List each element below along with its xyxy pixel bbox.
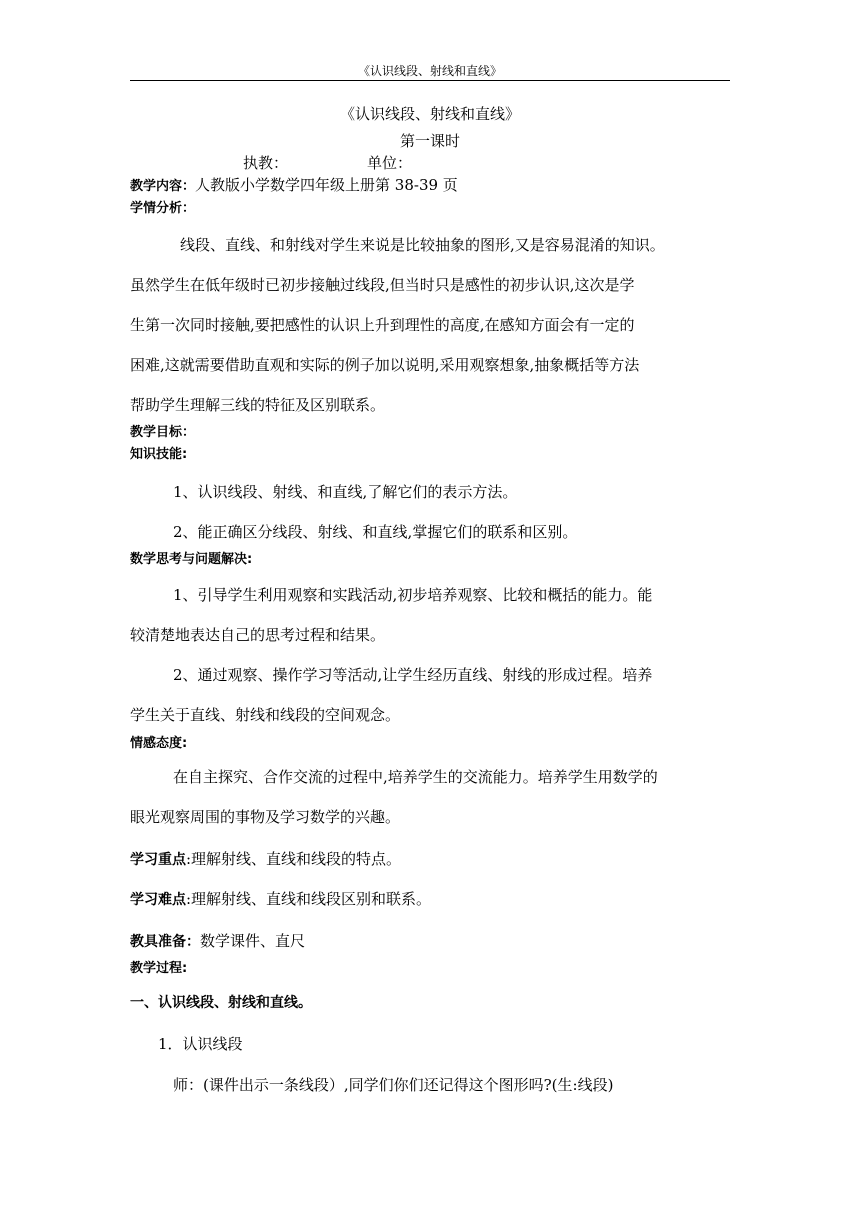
teacher-dialogue: 师：(课件出示一条线段）,同学们你们还记得这个图形吗?(生:线段) [173, 1076, 614, 1094]
goals-label: 教学目标： [130, 425, 196, 440]
emotion-line: 眼光观察周围的事物及学习数学的兴趣。 [130, 808, 401, 826]
analysis-line: 虽然学生在低年级时已初步接触过线段,但当时只是感性的初步认识,这次是学 [130, 276, 635, 294]
thinking-line: 2、通过观察、操作学习等活动,让学生经历直线、射线的形成过程。培养 [173, 666, 653, 684]
skills-item: 2、能正确区分线段、射线、和直线,掌握它们的联系和区别。 [173, 523, 578, 541]
header-rule [130, 80, 730, 81]
content-row [130, 174, 458, 195]
skills-label: 知识技能: [130, 447, 188, 462]
key-point-text: :理解射线、直线和线段的特点。 [186, 850, 402, 868]
thinking-line: 学生关于直线、射线和线段的空间观念。 [130, 706, 401, 724]
tools-row [130, 930, 305, 951]
doc-subtitle: 第一课时 [399, 132, 460, 150]
content-text: 人教版小学数学四年级上册第 38-39 页 [195, 176, 458, 194]
difficulty-label: 学习难点 [130, 892, 186, 908]
thinking-line: 较清楚地表达自己的思考过程和结果。 [130, 626, 386, 644]
skills-item: 1、认识线段、射线、和直线,了解它们的表示方法。 [173, 483, 518, 501]
unit-label: 单位： [367, 154, 413, 172]
difficulty-row [130, 888, 431, 909]
tools-text: 数学课件、直尺 [200, 932, 306, 950]
tools-label: 教具准备： [130, 934, 200, 950]
process-label: 教学过程: [130, 961, 188, 976]
analysis-label: 学情分析： [130, 201, 196, 216]
thinking-line: 1、引导学生利用观察和实践活动,初步培养观察、比较和概括的能力。能 [173, 586, 653, 604]
analysis-line: 线段、直线、和射线对学生来说是比较抽象的图形,又是容易混淆的知识。 [180, 236, 665, 254]
thinking-label: 数学思考与问题解决: [130, 552, 253, 567]
section-heading: 一、认识线段、射线和直线。 [130, 995, 312, 1011]
running-header: 《认识线段、射线和直线》 [357, 64, 502, 78]
analysis-line: 困难,这就需要借助直观和实际的例子加以说明,采用观察想象,抽象概括等方法 [130, 356, 640, 374]
doc-title: 《认识线段、射线和直线》 [339, 105, 520, 123]
emotion-label: 情感态度: [130, 736, 188, 751]
teacher-label: 执教： [243, 154, 289, 172]
emotion-line: 在自主探究、合作交流的过程中,培养学生的交流能力。培养学生用数学的 [173, 768, 658, 786]
difficulty-text: :理解射线、直线和线段区别和联系。 [186, 890, 432, 908]
key-point-label: 学习重点 [130, 852, 186, 868]
key-point-row [130, 848, 401, 869]
analysis-line: 帮助学生理解三线的特征及区别联系。 [130, 396, 386, 414]
content-label: 教学内容： [130, 179, 196, 194]
analysis-line: 生第一次同时接触,要把感性的认识上升到理性的高度,在感知方面会有一定的 [130, 316, 635, 334]
sub-heading: 1．认识线段 [158, 1035, 243, 1053]
